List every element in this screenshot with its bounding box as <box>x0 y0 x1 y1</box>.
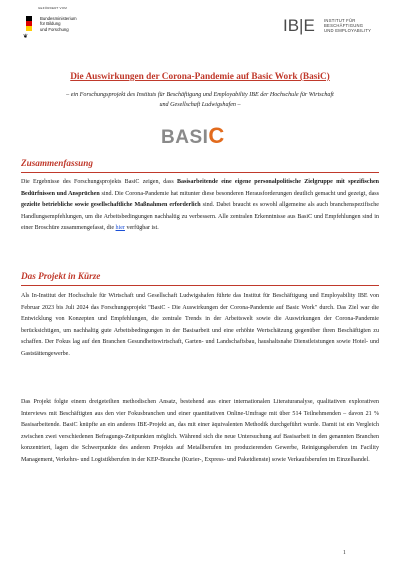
ibe-line: BESCHÄFTIGUNG <box>324 23 364 29</box>
eagle-icon: ❦ <box>23 34 29 40</box>
brochure-link[interactable]: hier <box>115 225 125 232</box>
summary-text: verfügbar ist. <box>124 225 159 232</box>
summary-paragraph <box>21 177 379 235</box>
project-heading: Das Projekt in Kürze <box>21 271 101 281</box>
page-number: 1 <box>343 550 346 556</box>
summary-rule <box>21 172 379 173</box>
summary-text: sind. Dabei braucht es sowohl allgemeine als auch branchenspezifische Handlungsempfehlungen, um die Arbeitsbedingungen nachhaltig zu verbessern. Alle zentralen Erkenntnisse aus BasiC und Empfehlungen sind in einer Broschüre zusammengefasst, die <box>21 202 379 232</box>
ibe-mark: IB|E <box>283 16 315 35</box>
project-rule <box>21 285 379 286</box>
basic-logo-accent: C <box>208 123 225 148</box>
summary-bold-2: gezielte betriebliche sowie gesellschaftliche Maßnahmen erforderlich <box>21 202 201 209</box>
ibe-name <box>324 18 371 34</box>
summary-bold-1: Basisarbeitende eine eigene personalpolitische Zielgruppe mit spezifischen Bedürfnissen und Ansprüchen <box>21 179 379 197</box>
ministry-line: Bundesministerium <box>40 16 77 21</box>
ibe-logo <box>283 16 393 38</box>
ibe-line: INSTITUT FÜR <box>324 18 356 23</box>
document-title: Die Auswirkungen der Corona-Pandemie auf Basic Work (BasiC) <box>70 72 330 82</box>
summary-text: Die Ergebnisse des Forschungsprojekts BasiC zeigen, dass <box>21 179 177 185</box>
bmbf-logo <box>12 6 132 46</box>
ibe-line: UND EMPLOYABILITY <box>324 28 372 34</box>
basic-logo <box>161 123 225 149</box>
subtitle-line: und Gesellschaft Ludwigshafen – <box>159 102 241 108</box>
ministry-name <box>40 16 130 32</box>
summary-heading: Zusammenfassung <box>21 158 93 168</box>
subtitle-line: – ein Forschungsprojekt des Instituts für Beschäftigung und Employability IBE der Hochschule für Wirtschaft <box>66 92 334 98</box>
ministry-line: und Forschung <box>40 26 69 32</box>
german-flag-icon <box>26 16 32 31</box>
summary-text: sind. Die Corona-Pandemie hat mitunter diese besonderen Herausforderungen deutlich gemacht und gezeigt, dass <box>99 190 380 197</box>
ministry-line: für Bildung <box>40 21 61 27</box>
project-paragraph-2: Das Projekt folgte einem dreigeteilten methodischen Ansatz, bestehend aus einer internationalen Literaturanalyse, qualitativen explorativen Interviews mit Beschäftigten aus den vier Fokusbranchen und einer quantitativen Online-Umfrage mit über 514 Teilnehmenden – davon 21 % Basisarbeitende. BasiC knüpfte an ein anderes IBE-Projekt an, das mit einer äquivalenten Methodik durchgeführt wurde. Damit ist ein Vergleich zwischen zwei verschiedenen Befragungs-Zeitpunkten möglich. Während sich die neue Untersuchung auf Basisarbeit in den genannten Branchen konzentriert, lagen die Schwerpunkte des anderen Projekts auf Metallberufen im produzierenden Gewerbe, Reinigungsberufen im Facility Management, Verkehrs- und Logistikberufen in der KEP-Branche (Kurier-, Express- und Paketdienste) sowie Verkaufsberufen im Einzelhandel. <box>21 399 379 463</box>
funded-by-label: GEFÖRDERT VOM <box>38 6 67 10</box>
project-paragraph-1: Als In-Institut der Hochschule für Wirtschaft und Gesellschaft Ludwigshafen führte das Institut für Beschäftigung und Employability IBE von Februar 2023 bis Juli 2024 das Forschungsprojekt "BasiC - Die Auswirkungen der Corona-Pandemie auf Basic Work" durch. Das Ziel war die Entwicklung von Konzepten und Empfehlungen, die zentrale Trends in der Arbeitswelt sowie die Auswirkungen der Corona-Pandemie berücksichtigen, um nachhaltig gute Arbeitsbedingungen in der Basisarbeit und eine erhöhte Wertschätzung gegenüber ihren Beschäftigten zu schaffen. Der Fokus lag auf den Branchen Gesundheitswirtschaft, Garten- und Landschaftsbau, haushaltsnahe Dienstleistungen sowie Hotel- und Gaststättengewerbe. <box>21 293 379 357</box>
basic-logo-main: BASI <box>161 127 209 148</box>
document-subtitle <box>28 90 372 110</box>
